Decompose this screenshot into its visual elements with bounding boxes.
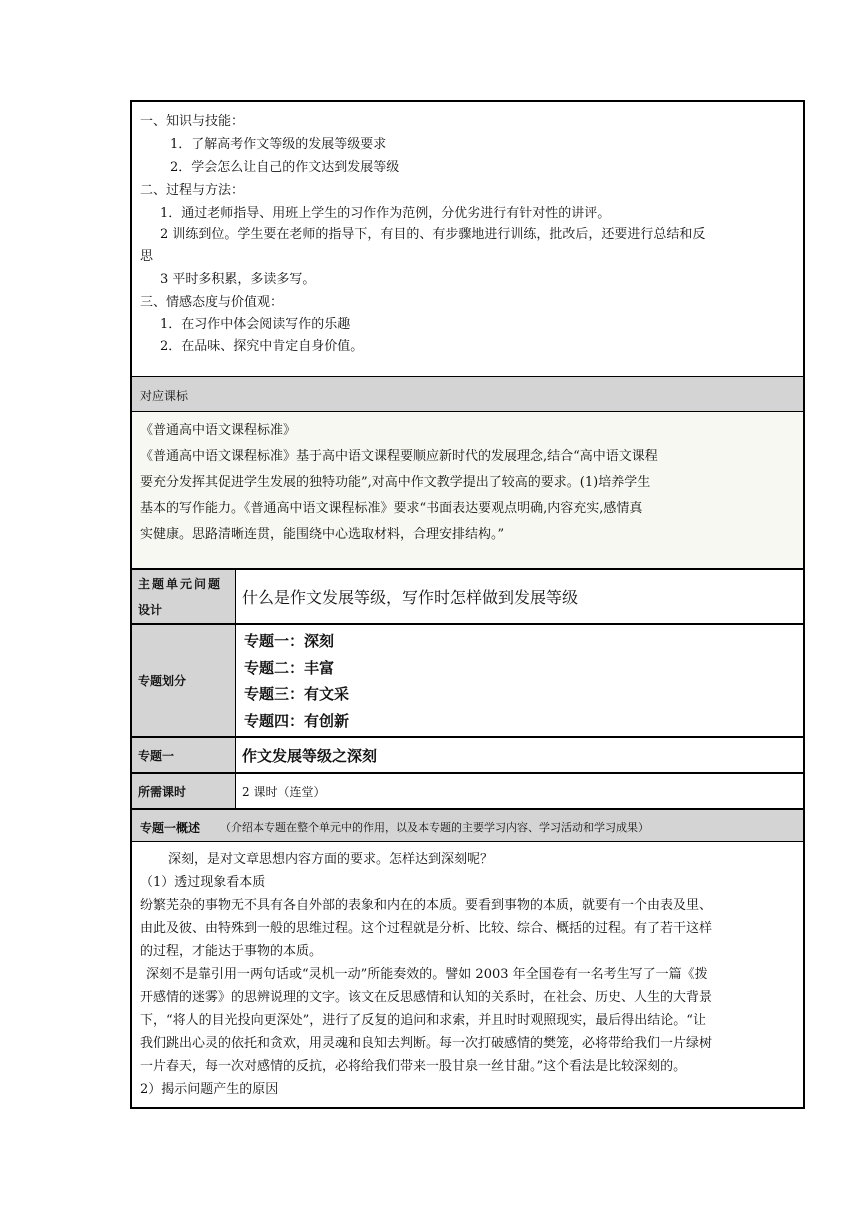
- content-line: 2）揭示问题产生的原因: [140, 1082, 279, 1097]
- content-line: 纷繁芜杂的事物无不具有各自外部的表象和内在的本质。要看到事物的本质，就要有一个由表及里、: [140, 898, 713, 913]
- standard-header: 对应课标: [140, 389, 189, 403]
- theme-label: [132, 570, 236, 623]
- topic1-row: [130, 736, 805, 772]
- topic-item: 专题二：丰富: [244, 659, 335, 677]
- goals-section: [130, 100, 805, 376]
- theme-row: [130, 568, 805, 623]
- goal-item: 2．在品味、探究中肯定自身价值。: [160, 339, 364, 354]
- topic1-label: 专题一: [132, 738, 236, 772]
- standard-line: 《普通高中语文课程标准》基于高中语文课程要顺应新时代的发展理念,结合“高中语文课程: [140, 449, 658, 464]
- overview-header-row: [130, 808, 805, 841]
- standard-content-row: [130, 411, 805, 568]
- goal-item: 1．通过老师指导、用班上学生的习作作为范例，分优劣进行有针对性的讲评。: [160, 206, 611, 221]
- topic-item: 专题三：有文采: [244, 685, 350, 703]
- topic-item: 专题一：深刻: [244, 632, 335, 650]
- hours-label: 所需课时: [132, 774, 236, 808]
- standard-header-row: [130, 376, 805, 411]
- topics-list: [236, 625, 803, 736]
- content-line: （1）透过现象看本质: [140, 875, 266, 890]
- topic1-value-cell: [236, 738, 803, 772]
- goal-heading-attitude: 三、情感态度与价值观：: [140, 295, 284, 310]
- goal-heading-process: 二、过程与方法：: [140, 183, 245, 198]
- goal-item: 2 训练到位。学生要在老师的指导下，有目的、有步骤地进行训练，批改后，还要进行总结和反: [160, 227, 706, 242]
- content-line: 的过程，才能达于事物的本质。: [140, 944, 323, 959]
- hours-value: 2 课时（连堂）: [242, 784, 326, 799]
- content-line: 由此及彼、由特殊到一般的思维过程。这个过程就是分析、比较、综合、概括的过程。有了若干这样: [140, 921, 713, 936]
- content-line: 我们跳出心灵的依托和贪欢，用灵魂和良知去判断。每一次打破感情的樊笼，必将带给我们一片绿树: [140, 1036, 713, 1051]
- content-line: 深刻，是对文章思想内容方面的要求。怎样达到深刻呢？: [168, 852, 494, 867]
- goal-heading-knowledge: 一、知识与技能：: [140, 114, 245, 129]
- standard-line: 要充分发挥其促进学生发展的独特功能”,对高中作文教学提出了较高的要求。(1)培养学生: [140, 475, 651, 490]
- theme-label-line: 设计: [138, 602, 163, 617]
- topics-row: [130, 623, 805, 736]
- hours-row: [130, 772, 805, 808]
- content-line: 深刻不是靠引用一两句话或“灵机一动”所能奏效的。譬如 2003 年全国卷有一名考生写了一篇《拨: [146, 967, 708, 982]
- content-line: 下，“将人的目光投向更深处”，进行了反复的追问和求索，并且时时观照现实，最后得出结论。“让: [140, 1013, 706, 1028]
- hours-value-cell: [236, 774, 803, 808]
- theme-value-cell: [236, 570, 803, 623]
- topic-item: 专题四：有创新: [244, 712, 350, 730]
- goal-item: 3 平时多积累，多读多写。: [160, 272, 316, 287]
- goal-item: 思: [140, 249, 154, 264]
- standard-title: 《普通高中语文课程标准》: [140, 423, 297, 438]
- topic1-value: 作文发展等级之深刻: [242, 746, 378, 765]
- content-line: 开感情的迷雾》的思辨说理的文字。该文在反思感情和认知的关系时，在社会、历史、人生的大背景: [140, 990, 713, 1005]
- content-line: 一片春天，每一次对感情的反抗，必将给我们带来一股甘泉一丝甘甜。”这个看法是比较深刻的。: [140, 1059, 687, 1074]
- goal-item: 1．了解高考作文等级的发展等级要求: [170, 137, 387, 152]
- overview-label: 专题一概述: [140, 821, 201, 835]
- standard-line: 基本的写作能力。《普通高中语文课程标准》要求“书面表达要观点明确,内容充实,感情真: [140, 501, 643, 516]
- goal-item: 2．学会怎么让自己的作文达到发展等级: [170, 160, 400, 175]
- theme-value: 什么是作文发展等级，写作时怎样做到发展等级: [242, 588, 579, 607]
- overview-note: （介绍本专题在整个单元中的作用，以及本专题的主要学习内容、学习活动和学习成果）: [220, 821, 649, 834]
- goal-item: 1．在习作中体会阅读写作的乐趣: [160, 317, 351, 332]
- standard-line: 实健康。思路清晰连贯，能围绕中心选取材料，合理安排结构。”: [140, 527, 505, 542]
- theme-label-line: 主题单元问题: [138, 576, 223, 591]
- overview-content-row: [130, 841, 805, 1109]
- topics-label: 专题划分: [132, 625, 236, 736]
